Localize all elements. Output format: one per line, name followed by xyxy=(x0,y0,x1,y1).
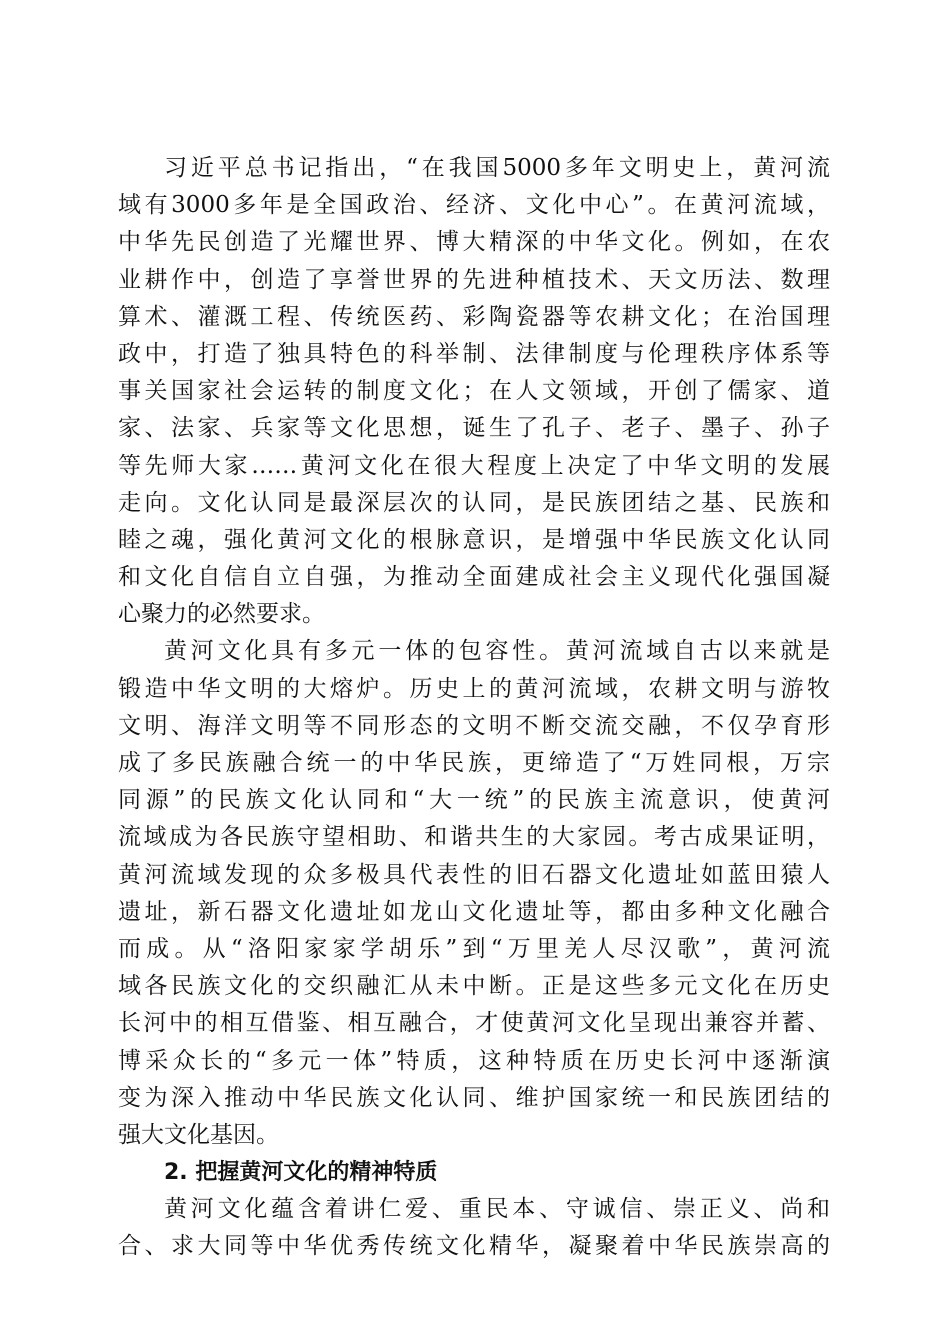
paragraph-line: 域有3000多年是全国政治、经济、文化中心”。在黄河流域， xyxy=(118,192,830,219)
paragraph-line: 流域成为各民族守望相助、和谐共生的大家园。考古成果证明， xyxy=(118,824,830,851)
paragraph-line: 而成。从“洛阳家家学胡乐”到“万里羌人尽汉歌”，黄河流 xyxy=(118,935,830,962)
paragraph-line: 黄河文化具有多元一体的包容性。黄河流域自古以来就是 xyxy=(164,638,830,665)
paragraph-line: 文明、海洋文明等不同形态的文明不断交流交融，不仅孕育形 xyxy=(118,712,830,739)
paragraph-line: 域各民族文化的交织融汇从未中断。正是这些多元文化在历史 xyxy=(118,973,830,1000)
paragraph-line: 算术、灌溉工程、传统医药、彩陶瓷器等农耕文化；在治国理 xyxy=(118,303,830,330)
paragraph-line: 变为深入推动中华民族文化认同、维护国家统一和民族团结的 xyxy=(118,1084,830,1111)
paragraph-line: 心聚力的必然要求。 xyxy=(118,601,325,628)
paragraph-line: 长河中的相互借鉴、相互融合，才使黄河文化呈现出兼容并蓄、 xyxy=(118,1010,830,1037)
paragraph-line: 等先师大家……黄河文化在很大程度上决定了中华文明的发展 xyxy=(118,452,830,479)
paragraph-line: 博采众长的“多元一体”特质，这种特质在历史长河中逐渐演 xyxy=(118,1047,830,1074)
paragraph-line: 家、法家、兵家等文化思想，诞生了孔子、老子、墨子、孙子 xyxy=(118,415,830,442)
paragraph-line: 走向。文化认同是最深层次的认同，是民族团结之基、民族和 xyxy=(118,489,830,516)
section-heading: 2. 把握黄河文化的精神特质 xyxy=(164,1160,438,1186)
paragraph-line: 合、求大同等中华优秀传统文化精华，凝聚着中华民族崇高的 xyxy=(118,1233,830,1260)
paragraph-line: 中华先民创造了光耀世界、博大精深的中华文化。例如，在农 xyxy=(118,229,830,256)
paragraph-3 xyxy=(118,1191,830,1265)
paragraph-line: 业耕作中，创造了享誉世界的先进种植技术、天文历法、数理 xyxy=(118,266,830,293)
paragraph-line: 强大文化基因。 xyxy=(118,1121,279,1148)
paragraph-line: 习近平总书记指出，“在我国5000多年文明史上，黄河流 xyxy=(164,155,830,181)
paragraph-1 xyxy=(118,150,830,633)
paragraph-line: 成了多民族融合统一的中华民族，更缔造了“万姓同根，万宗 xyxy=(118,750,830,776)
document-body xyxy=(118,150,830,1266)
paragraph-2 xyxy=(118,633,830,1154)
paragraph-line: 事关国家社会运转的制度文化；在人文领域，开创了儒家、道 xyxy=(118,378,830,405)
paragraph-line: 黄河文化蕴含着讲仁爱、重民本、守诚信、崇正义、尚和 xyxy=(164,1196,830,1223)
paragraph-line: 遗址，新石器文化遗址如龙山文化遗址等，都由多种文化融合 xyxy=(118,898,830,925)
paragraph-line: 和文化自信自立自强，为推动全面建成社会主义现代化强国凝 xyxy=(118,564,830,591)
paragraph-line: 睦之魂，强化黄河文化的根脉意识，是增强中华民族文化认同 xyxy=(118,526,830,553)
paragraph-line: 黄河流域发现的众多极具代表性的旧石器文化遗址如蓝田猿人 xyxy=(118,861,830,888)
paragraph-line: 同源”的民族文化认同和“大一统”的民族主流意识，使黄河 xyxy=(118,787,830,814)
paragraph-line: 锻造中华文明的大熔炉。历史上的黄河流域，农耕文明与游牧 xyxy=(118,675,830,702)
paragraph-line: 政中，打造了独具特色的科举制、法律制度与伦理秩序体系等 xyxy=(118,340,830,367)
